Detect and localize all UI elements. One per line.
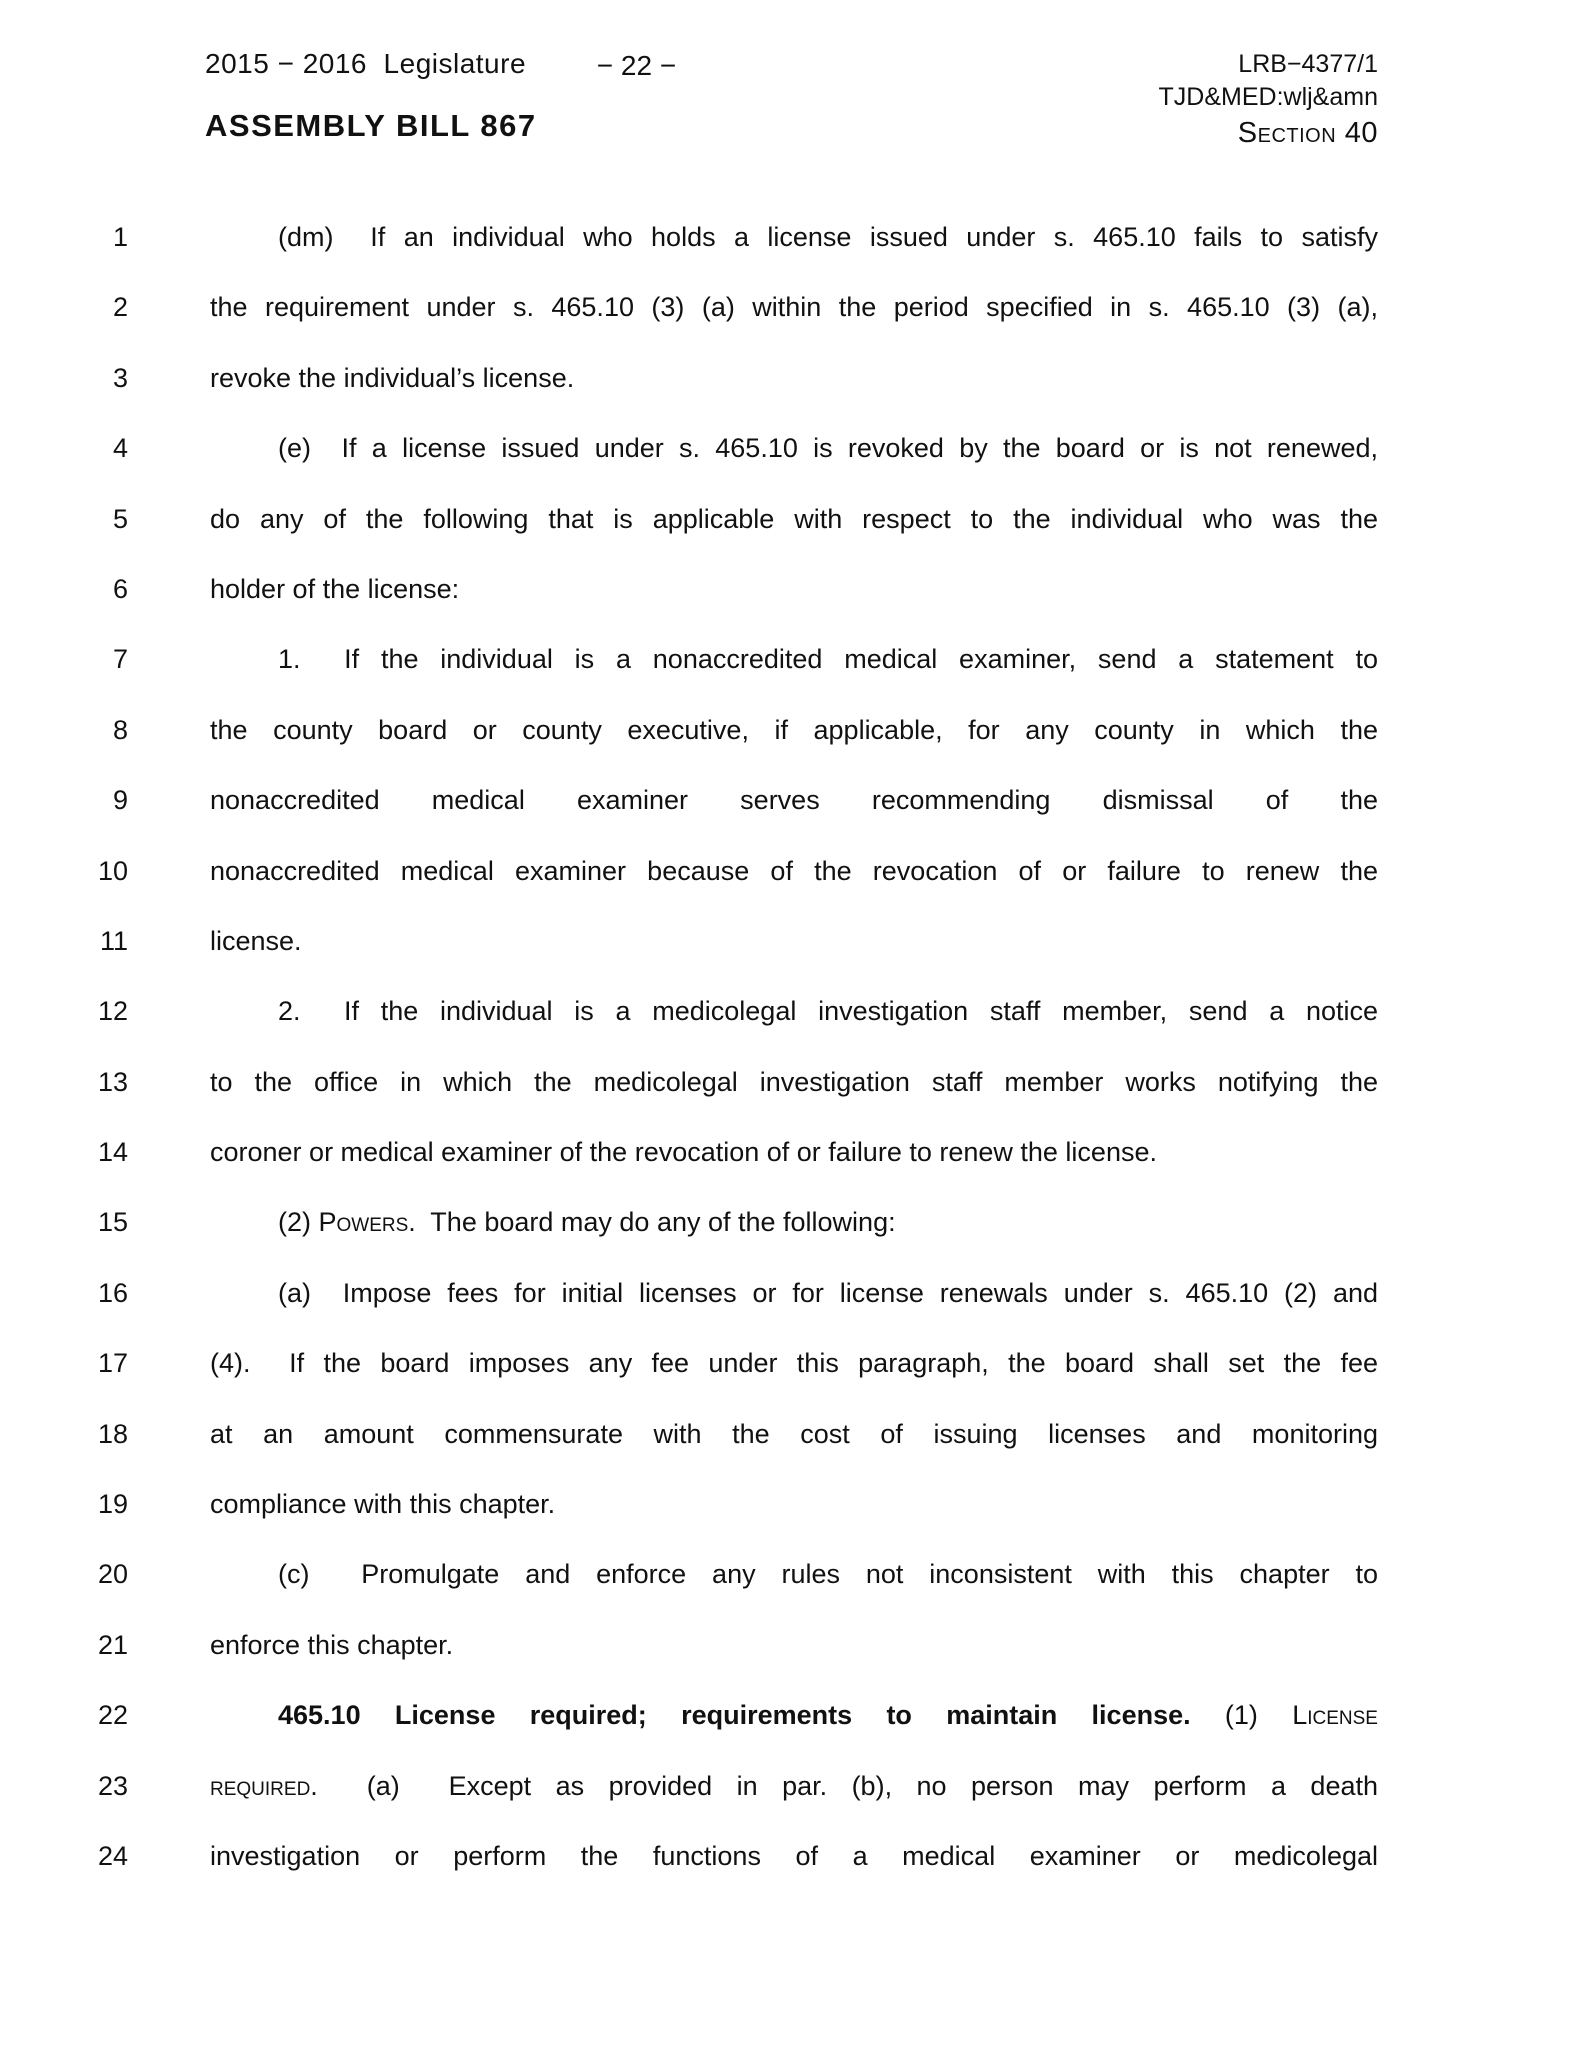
- text-segment: (4). If the board imposes any fee under this paragraph, the board shall set the fee: [210, 1348, 1378, 1379]
- legislature-session: 2015 − 2016 Legislature: [205, 48, 527, 79]
- text-segment: do any of the following that is applicable with respect to the individual who was the: [210, 503, 1378, 534]
- bill-body: [0, 202, 1583, 1891]
- text-segment: 1. If the individual is a nonaccredited medical examiner, send a statement to: [278, 644, 1378, 675]
- text-segment: The board may do any of the following:: [415, 1207, 896, 1238]
- line-text: [210, 413, 1378, 483]
- line-number: 21: [97, 1629, 128, 1660]
- line-text: [210, 343, 1378, 413]
- line-row: [0, 272, 1583, 342]
- line-number: 9: [112, 785, 128, 816]
- text-segment: 465.10: [278, 1700, 361, 1731]
- line-number: 23: [97, 1770, 128, 1801]
- line-number: 22: [97, 1700, 128, 1731]
- line-text: [210, 906, 1378, 976]
- line-text: [210, 1187, 1378, 1257]
- text-segment: [361, 1700, 395, 1730]
- line-text: [210, 836, 1378, 906]
- line-number: 24: [97, 1840, 128, 1871]
- line-text: [210, 1469, 1378, 1539]
- text-segment: investigation or perform the functions of a medical examiner or medicolegal: [210, 1840, 1378, 1871]
- line-text: [210, 1539, 1378, 1609]
- line-row: [0, 1610, 1583, 1680]
- line-text: [210, 272, 1378, 342]
- line-row: [0, 484, 1583, 554]
- line-row: [0, 1680, 1583, 1750]
- line-text: [210, 1328, 1378, 1398]
- line-row: [0, 1328, 1583, 1398]
- line-text: [210, 484, 1378, 554]
- line-number: 10: [97, 855, 128, 886]
- lrb-code: LRB−4377/1: [1238, 50, 1378, 78]
- text-segment: (dm) If an individual who holds a license issued under s. 465.10 fails to satisfy: [278, 222, 1378, 252]
- page-header: [205, 48, 1378, 168]
- text-segment: License required; requirements to maintain license.: [394, 1700, 1191, 1731]
- text-segment: License: [1292, 1700, 1378, 1731]
- line-text: [210, 1047, 1378, 1117]
- line-number: 14: [97, 1137, 128, 1168]
- section-label: Section 40: [1237, 117, 1378, 149]
- line-text: [210, 1610, 1378, 1680]
- line-text: [210, 1680, 1378, 1750]
- text-segment: to the office in which the medicolegal investigation staff member works notifying the: [210, 1066, 1378, 1097]
- line-number: 18: [97, 1418, 128, 1449]
- line-text: [210, 976, 1378, 1046]
- text-segment: (c) Promulgate and enforce any rules not inconsistent with this chapter to: [278, 1559, 1378, 1590]
- line-row: [0, 695, 1583, 765]
- text-segment: the county board or county executive, if applicable, for any county in which the: [210, 714, 1378, 745]
- line-row: [0, 1469, 1583, 1539]
- line-row: [0, 1399, 1583, 1469]
- line-row: [0, 624, 1583, 694]
- line-number: 5: [112, 503, 128, 534]
- line-number: 6: [112, 573, 128, 604]
- line-row: [0, 906, 1583, 976]
- line-text: [210, 1117, 1378, 1187]
- line-text: [210, 765, 1378, 835]
- text-segment: license.: [210, 925, 302, 956]
- line-text: [210, 1399, 1378, 1469]
- line-row: [0, 1751, 1583, 1821]
- line-row: [0, 413, 1583, 483]
- line-row: [0, 1821, 1583, 1891]
- line-row: [0, 554, 1583, 624]
- line-number: 17: [97, 1348, 128, 1379]
- text-segment: at an amount commensurate with the cost of issuing licenses and monitoring: [210, 1418, 1378, 1449]
- text-segment: (1): [1190, 1700, 1293, 1731]
- line-number: 13: [97, 1066, 128, 1097]
- text-segment: compliance with this chapter.: [210, 1489, 556, 1520]
- line-row: [0, 1187, 1583, 1257]
- line-number: 1: [112, 222, 128, 252]
- line-row: [0, 976, 1583, 1046]
- drafter-code: TJD&MED:wlj&amn: [1158, 83, 1378, 111]
- line-text: [210, 1258, 1378, 1328]
- line-row: [0, 836, 1583, 906]
- line-number: 12: [97, 996, 128, 1027]
- text-segment: 2. If the individual is a medicolegal investigation staff member, send a notice: [278, 996, 1378, 1027]
- text-segment: required.: [210, 1770, 318, 1801]
- line-number: 7: [112, 644, 128, 675]
- page-number: − 22 −: [596, 50, 677, 81]
- line-number: 16: [97, 1277, 128, 1308]
- line-row: [0, 1258, 1583, 1328]
- line-row: [0, 202, 1583, 272]
- text-segment: Powers.: [318, 1207, 416, 1238]
- text-segment: nonaccredited medical examiner because of the revocation of or failure to renew the: [210, 855, 1378, 886]
- text-segment: (a) Except as provided in par. (b), no person may perform a death: [317, 1770, 1378, 1801]
- text-segment: (a) Impose fees for initial licenses or for license renewals under s. 465.10 (2) and: [278, 1277, 1378, 1308]
- text-segment: (2): [278, 1207, 319, 1238]
- line-text: [210, 202, 1378, 272]
- line-text: [210, 554, 1378, 624]
- text-segment: the requirement under s. 465.10 (3) (a) within the period specified in s. 465.10 (3) (a),: [210, 292, 1378, 323]
- line-number: 8: [112, 714, 128, 745]
- line-number: 20: [97, 1559, 128, 1590]
- line-number: 15: [97, 1207, 128, 1238]
- line-text: [210, 695, 1378, 765]
- line-number: 2: [112, 292, 128, 323]
- line-row: [0, 1047, 1583, 1117]
- text-segment: nonaccredited medical examiner serves recommending dismissal of the: [210, 785, 1378, 816]
- text-segment: enforce this chapter.: [210, 1629, 454, 1660]
- line-text: [210, 1751, 1378, 1821]
- text-segment: (e) If a license issued under s. 465.10 is revoked by the board or is not renewed,: [278, 433, 1378, 464]
- line-number: 4: [112, 433, 128, 464]
- line-number: 11: [99, 925, 128, 956]
- header-right: [1159, 48, 1378, 150]
- line-number: 3: [112, 362, 128, 393]
- line-row: [0, 343, 1583, 413]
- line-row: [0, 765, 1583, 835]
- line-text: [210, 1821, 1378, 1891]
- line-number: 19: [97, 1489, 128, 1520]
- line-row: [0, 1117, 1583, 1187]
- text-segment: holder of the license:: [210, 573, 460, 604]
- line-text: [210, 624, 1378, 694]
- text-segment: coroner or medical examiner of the revocation of or failure to renew the license.: [210, 1137, 1157, 1168]
- line-row: [0, 1539, 1583, 1609]
- text-segment: revoke the individual’s license.: [210, 362, 575, 393]
- bill-title: ASSEMBLY BILL 867: [205, 108, 537, 143]
